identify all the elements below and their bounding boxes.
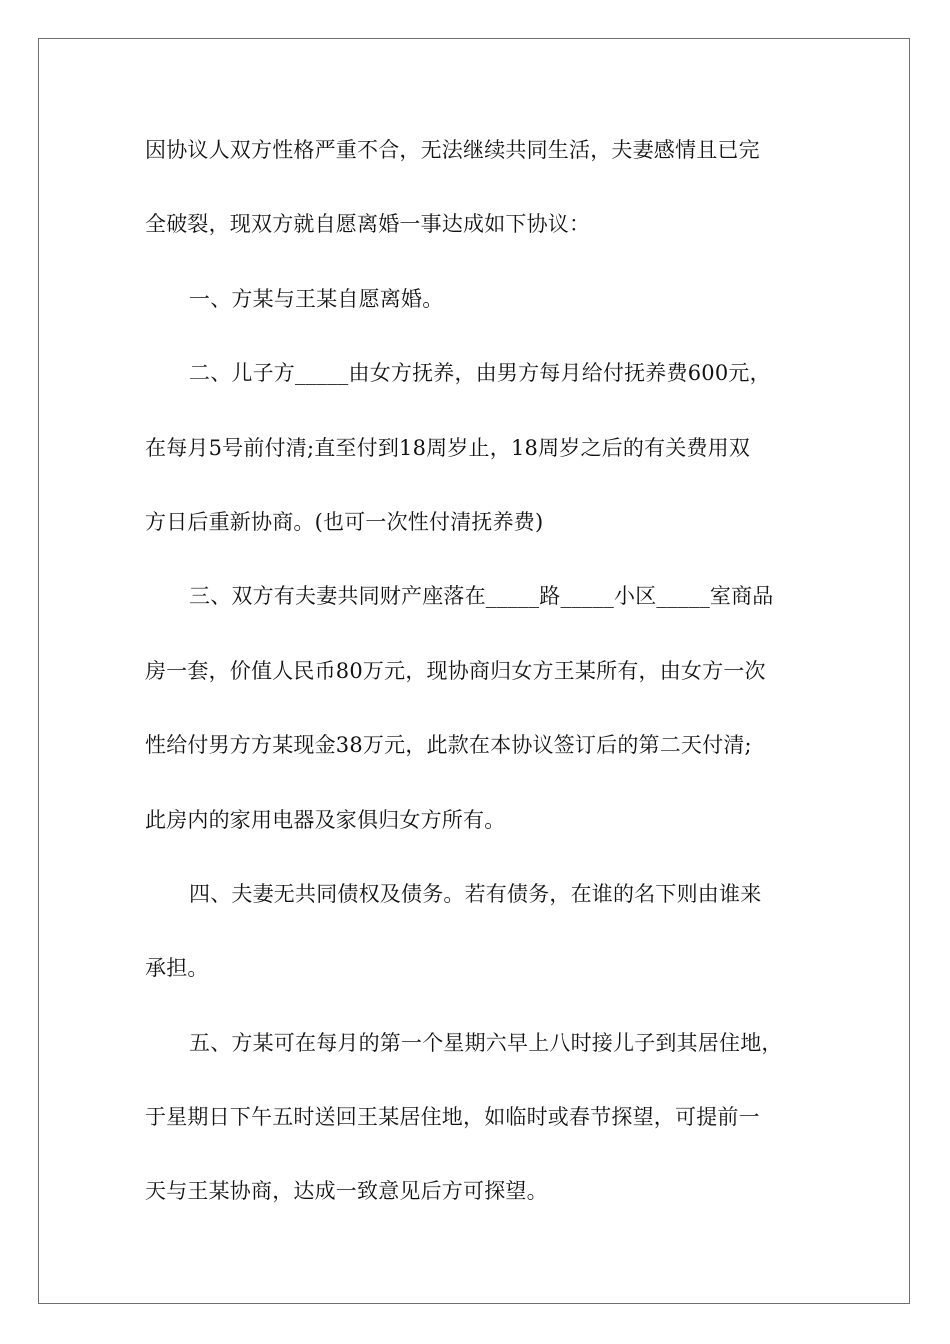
- clause-3-line-2: 房一套，价值人民币80万元，现协商归女方王某所有，由女方一次: [145, 658, 766, 683]
- clause-5-line-2: 于星期日下午五时送回王某居住地，如临时或春节探望，可提前一: [145, 1105, 760, 1130]
- clause-3-line-3: 性给付男方方某现金38万元，此款在本协议签订后的第二天付清;: [145, 733, 752, 758]
- document-body: [145, 130, 810, 1246]
- text-line-2: 全破裂，现双方就自愿离婚一事达成如下协议：: [145, 212, 591, 237]
- clause-3-line-4: 此房内的家用电器及家俱归女方所有。: [145, 807, 506, 832]
- text-line-1: 因协议人双方性格严重不合，无法继续共同生活，夫妻感情且已完: [145, 138, 760, 162]
- clause-1-line-1: 一、方某与王某自愿离婚。: [189, 286, 444, 311]
- clause-5-line-1: 五、方某可在每月的第一个星期六早上八时接儿子到其居住地，: [189, 1030, 783, 1055]
- clause-2-line-3: 方日后重新协商。(也可一次性付清抚养费): [145, 509, 544, 534]
- clause-4-line-1: 四、夫妻无共同债权及债务。若有债务，在谁的名下则由谁来: [189, 881, 762, 906]
- clause-2-line-1: 二、儿子方_____由女方抚养，由男方每月给付抚养费600元，: [189, 361, 771, 386]
- clause-5-line-3: 天与王某协商，达成一致意见后方可探望。: [145, 1179, 548, 1204]
- clause-3-line-1: 三、双方有夫妻共同财产座落在_____路_____小区_____室商品: [189, 584, 774, 609]
- clause-2-line-2: 在每月5号前付清;直至付到18周岁止，18周岁之后的有关费用双: [145, 435, 751, 460]
- clause-4-line-2: 承担。: [145, 956, 209, 981]
